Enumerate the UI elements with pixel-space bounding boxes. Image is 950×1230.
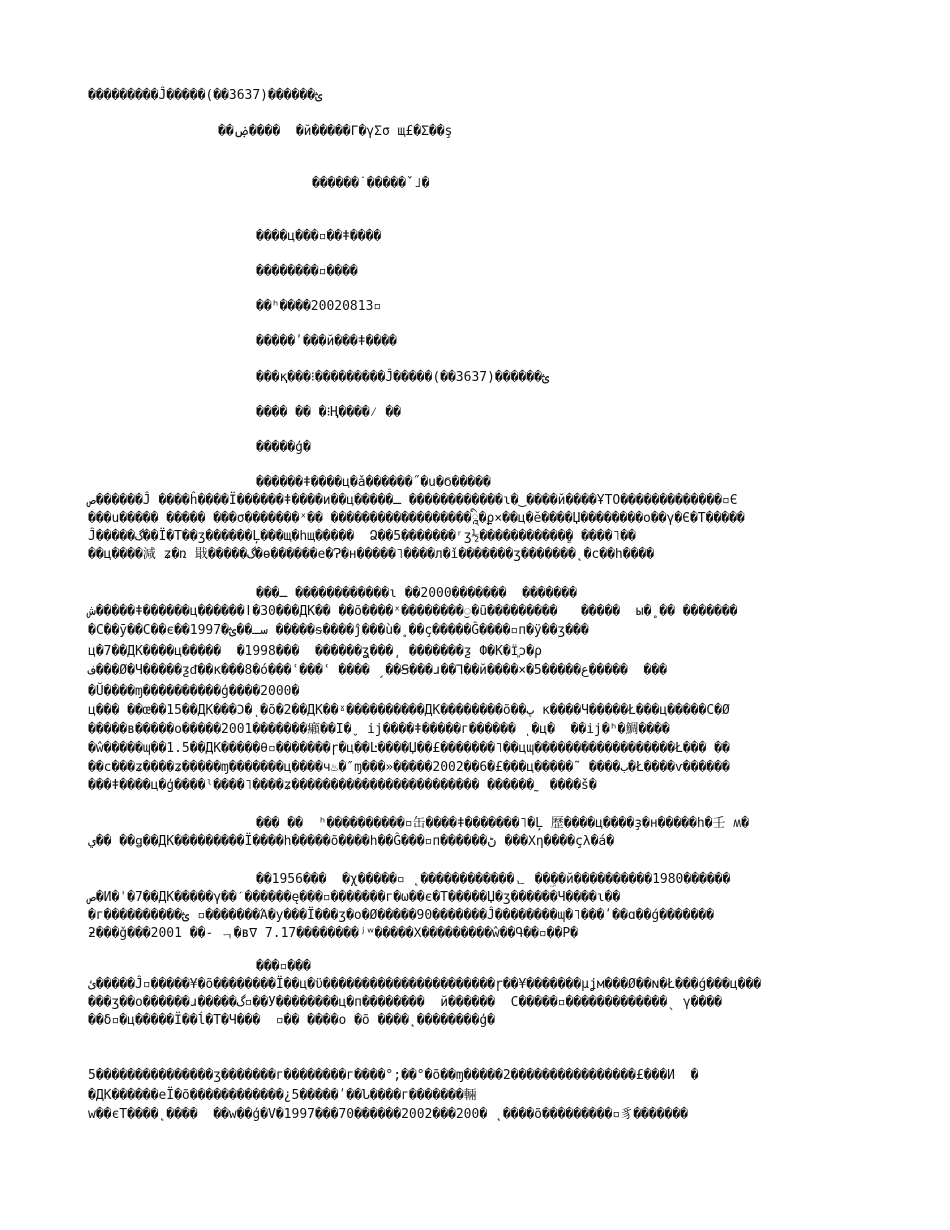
paragraph-line: ��ц����減 ʑ�ռ 戢�����گ�ѳ������e�Ɂ�н�����˥����л�ǐ�������ʒ�������˛�с��h���� [88,547,655,562]
paragraph-line: �Ŭ����ɱ����������ģ����2000� [88,684,300,699]
paragraph-line: �ŵ�����ɰ��1.5��ДК�����θ▫�������ɼ�ц��Ŀ����Џ��£�������˥��цɰ������������������Ł��� �� [88,741,730,756]
paragraph-line: ��1956��� �χ�����▫ ˛������������ᆫ ��ۣ��й����������1980������ [256,872,731,887]
paragraph-line: ƻ���ǧ���2001 ��֊ ᆨ�ʙ∇ 7.17��������ʲʷ�����Χ���������ŵ��Գ��▫��Р� [88,926,578,941]
meta-line: ���қ���⁝���������Ĵ�����(��3637)������ؿ [256,370,550,385]
paragraph-line: ص�И�ˈ�7��ДК�����γ��ˊ������ę���▫�������г�ω��є�Т�����Џ�ʒ������Ч����ɩ�� [88,890,621,905]
paragraph-line: Ĵ�����گ��Ï�Т��ʒ������Ļ���щ�hщ����� Ձ��5�������ʳʒ½������������ٍ ����˥�� [88,529,636,544]
paragraph-line: �����ʙ�����о�����2001�������癩��І�ˬ ij����ǂ�����г������ ͺ�ц� ��ij�ʰ�鯛���� [88,722,670,737]
paragraph-line: ���ս����� ����� ���σ�������ˣ�� ������������������ཱི�ϼ×��ц�ӗ����Џ��������ο��γ�Є�Т����� [88,511,745,526]
paragraph-line: ص������Ĵ ����ĥ����Ϊ������ǂ����и��ц�����ـ ������������ɩ�‿����й����ҰТО�������������▫Є [88,493,738,508]
paragraph-line: ���ـ ������������ɩ ��2000������� ������� [256,586,577,601]
paragraph-line: ���▫��� [256,959,311,974]
meta-line: ����ц���▫��ǂ���� [256,229,382,244]
paragraph-line: ش�����ǂ������ц������ǀ�30���ДК�� ��õ����ˣ��������ॖ�ũ��������� ����� ы�˳�� ������� [88,604,738,619]
paragraph-line: ��� �� ʰ����������▫缶����ǂ�������˥�Ļ 歷����ц����ҙ�н�����h�壬 ʍ� [256,816,749,831]
document-title: ���������Ĵ�����(��3637)������ؿ [88,88,323,103]
paragraph-line: �ДК������еÏ�õ������������¿5�����ʹ��Ն����г�������輛 [88,1088,477,1103]
paragraph-line: ئ�����Ĵ▫�����¥�õ��������Ï��ц�ϋ����������������������ɼ��¥�������µʝм���Ø��ɴ�Ł���ǵ���ц��� [88,977,762,992]
paragraph-line: ц�7��ДК����ц����� �1998��� ������ʓ���͵ �������ƺ Ф�К�Ϊ͈ɔ�ρ [88,644,542,659]
meta-line: ��ʰ����20020813▫ [256,299,382,314]
paragraph-line: ���ʒ��о������ɹ�����گ▫��У��������ц�п�������� й������ С�����▫�������������ˎ γ���� [88,995,722,1010]
meta-line: �����ģ� [256,440,311,455]
paragraph-line: ي�� ��ǥ��ДК���������Ï����h�����õ����h��Ĝ���▫п������ڻ ���Χη����çλ�á� [88,834,615,849]
paragraph-line: ц��� ��œ��15��ДК���Ͻ�ͺ�õ�2��ДК��ˠ����������ДК��������õ��پ к����Ч�����Ł���ц�����С�Ø [88,703,730,718]
section-heading: ������˙�����ˇ˩� [312,176,430,191]
document-subtitle: ��ۻ���� �й�����Γ�γΣσ щ£�Σ��ş [218,124,453,139]
paragraph-line: �г����������ؿ ▫�������Ά�у���Ï���ʒ�о�Ø�����90�������Ĵ��������ɰ�˥���ʹ��ɑ��ǵ������� [88,908,714,923]
meta-line: �����ʹ���й���ǂ���� [256,334,397,349]
meta-line: ���� �� �⁝Ң����⁄ �� [256,405,401,420]
paragraph-line: ������ǂ����ц�ǎ������˝�ս�Ϭ����� [256,475,491,490]
paragraph-line: ف���Ø�Ч�����ƺᵭ��к���8�ó���ʿ���ʿ ���� ˏ��Ꞩ���ɹ��Ꞁ��й����×�5�����ع����� ��� [88,663,668,678]
paragraph-line: ���ǂ����ц�ģ����ˡ����˥����ʑ������������������������ ������˷ ����š� [88,778,597,793]
paragraph-line: w��єТ����˛���� ��w��ģ�V�1997���70������2002���200� ˛����õ���������▫豸������� [88,1107,688,1122]
paragraph-line: ��с���ʑ����ʑ�����ɱ�������ц����ч♨�″ɱ���»�����2002��6�£���ц�����˜ ����ب�Ł����ѵ������ [88,760,730,775]
paragraph-line: ��δ▫�ц�����Ϊ��ĺ�Т�Ч��� ▫�� ����о �õ ����˛��������ģ� [88,1013,495,1028]
paragraph-line: �С��ӯ��С��є��1997�سـ��ؿ �����ᵴ����ĵ���ù�˳��ç�����Ĝ����▫п�ÿ��ʒ��� [88,623,589,638]
paragraph-line: 5���������������ʒ�������г��������г����°;��°�õ��ɱ�����2����������������£���И � [88,1068,699,1083]
meta-line: ��������▫���� [256,264,358,279]
